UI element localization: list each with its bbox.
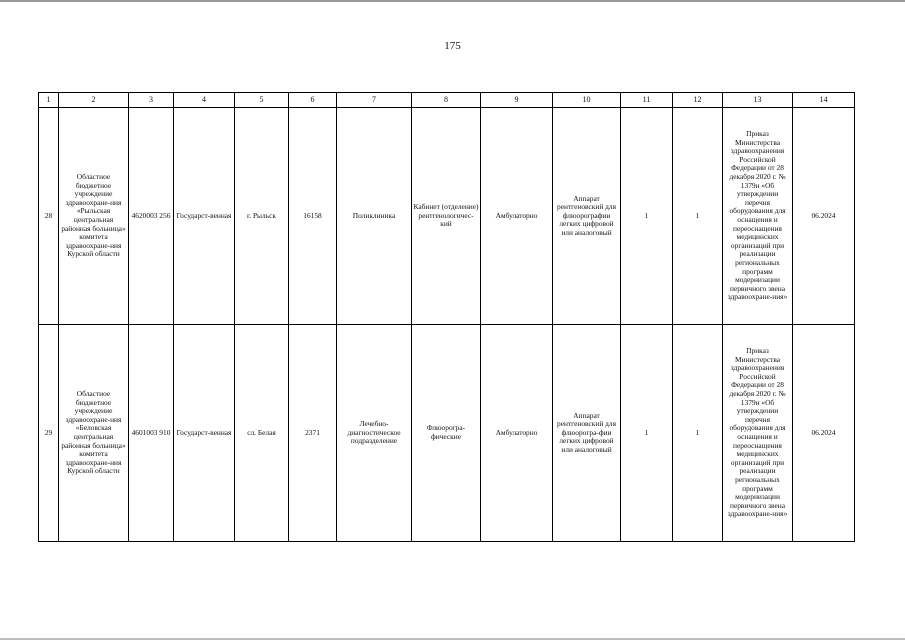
table-row	[39, 325, 855, 542]
equipment-cell: Аппарат рентгеновский для флюорогра-фии легких цифровой или аналоговый	[553, 325, 621, 542]
quantity-cell: 1	[621, 325, 673, 542]
header-row	[39, 93, 855, 108]
unit-cell: Лечебно-диагностическое подразделение	[337, 325, 412, 542]
column-header: 3	[129, 93, 174, 108]
locality-cell: г. Рыльск	[235, 108, 289, 325]
column-header: 5	[235, 93, 289, 108]
column-header: 11	[621, 93, 673, 108]
date-cell: 06.2024	[793, 108, 855, 325]
equipment-table	[38, 92, 855, 542]
order-cell: Приказ Министерства здравоохранения Российской Федерации от 28 декабря 2020 г. № 1379н «Об утверждении перечня оборудования для оснащения и переоснащения медицинских организаций при реализации региональных программ модернизации первичного звена здравоохране-ния»	[723, 108, 793, 325]
locality-cell: сл. Белая	[235, 325, 289, 542]
number-cell: 2371	[289, 325, 337, 542]
column-header: 10	[553, 93, 621, 108]
condition-cell: Амбулаторно	[481, 325, 553, 542]
organization-cell: Областное бюджетное учреждение здравоохране-ния «Рыльская центральная районная больница» комитета здравоохране-ния Курской области	[59, 108, 129, 325]
column-header: 7	[337, 93, 412, 108]
column-header: 2	[59, 93, 129, 108]
date-cell: 06.2024	[793, 325, 855, 542]
column-header: 6	[289, 93, 337, 108]
ownership-cell: Государст-венная	[174, 108, 235, 325]
department-cell: Кабинет (отделение) рентгенологичес-кий	[412, 108, 481, 325]
table-row	[39, 108, 855, 325]
department-cell: Флюорогра-фические	[412, 325, 481, 542]
page-number: 175	[444, 40, 461, 52]
column-header: 1	[39, 93, 59, 108]
order-cell: Приказ Министерства здравоохранения Российской Федерации от 28 декабря 2020 г. № 1379н «Об утверждении перечня оборудования для оснащения и переоснащения медицинских организаций при реализации региональных программ модернизации первичного звена здравоохране-ния»	[723, 325, 793, 542]
quantity-cell: 1	[621, 108, 673, 325]
column-header: 13	[723, 93, 793, 108]
unit-cell: Поликлиника	[337, 108, 412, 325]
code-cell: 4620003 256	[129, 108, 174, 325]
column-header: 8	[412, 93, 481, 108]
column-header: 9	[481, 93, 553, 108]
condition-cell: Амбулаторно	[481, 108, 553, 325]
row-number: 28	[39, 108, 59, 325]
scan-edge-top	[0, 0, 905, 2]
equipment-cell: Аппарат рентгеновский для флюорографии легких цифровой или аналоговый	[553, 108, 621, 325]
code-cell: 4601003 910	[129, 325, 174, 542]
column-header: 4	[174, 93, 235, 108]
quantity-cell: 1	[673, 325, 723, 542]
column-header: 14	[793, 93, 855, 108]
row-number: 29	[39, 325, 59, 542]
number-cell: 16158	[289, 108, 337, 325]
column-header: 12	[673, 93, 723, 108]
organization-cell: Областное бюджетное учреждение здравоохране-ния «Беловская центральная районная больница» комитета здравоохране-ния Курской области	[59, 325, 129, 542]
ownership-cell: Государст-венная	[174, 325, 235, 542]
quantity-cell: 1	[673, 108, 723, 325]
